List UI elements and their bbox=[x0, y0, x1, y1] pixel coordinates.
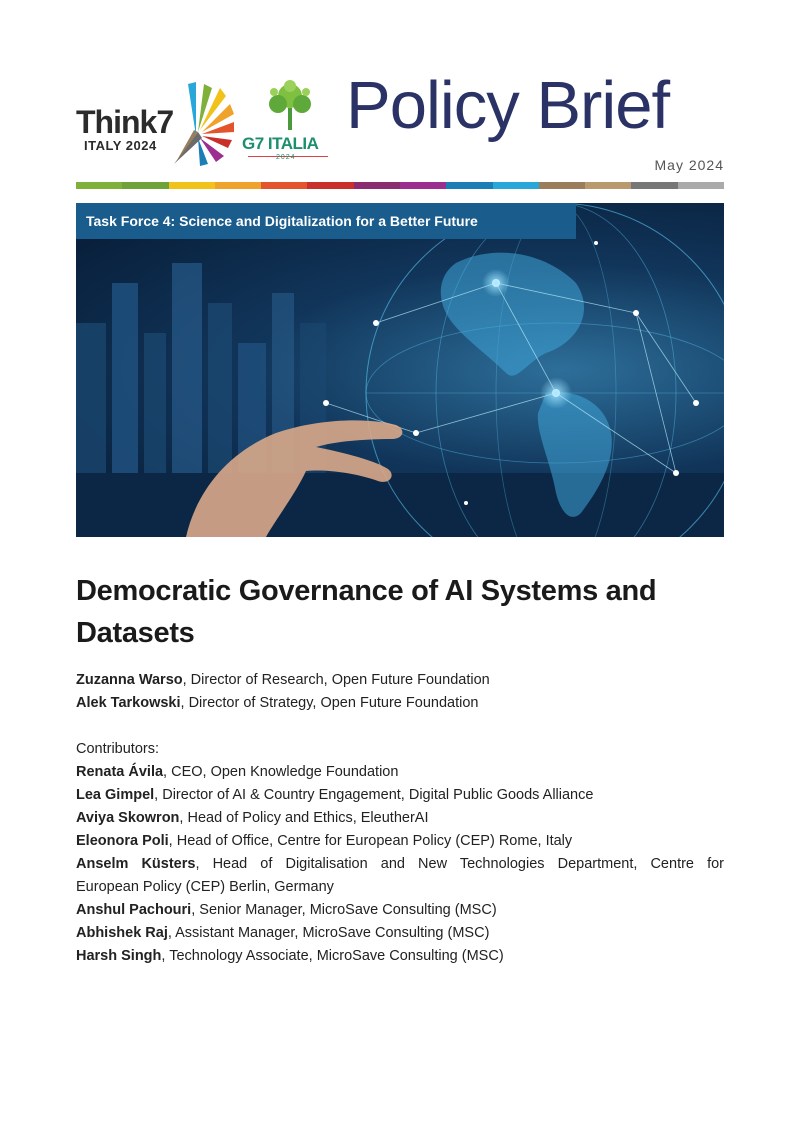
contributor-name: Harsh Singh bbox=[76, 948, 162, 964]
stripe-segment bbox=[261, 182, 307, 189]
tree-icon bbox=[262, 78, 318, 134]
contributor-role: , Technology Associate, MicroSave Consulting (MSC) bbox=[161, 948, 504, 964]
contributor-name: Eleonora Poli bbox=[76, 833, 169, 849]
g7-wordmark: G7 ITALIA bbox=[242, 134, 319, 153]
contributor-line bbox=[76, 922, 724, 945]
stripe-segment bbox=[539, 182, 585, 189]
g7-year: 2024 bbox=[276, 154, 296, 161]
stripe-segment bbox=[678, 182, 724, 189]
author-line bbox=[76, 692, 724, 715]
think7-burst-icon bbox=[164, 78, 236, 166]
stripe-segment bbox=[76, 182, 122, 189]
hero-image bbox=[76, 203, 724, 537]
contributor-line bbox=[76, 761, 724, 784]
stripe-segment bbox=[307, 182, 353, 189]
contributor-role: , Head of Digitalisation and New Technologies Department, Centre for bbox=[195, 856, 724, 872]
contributors-label: Contributors: bbox=[76, 741, 160, 757]
contributor-name: Aviya Skowron bbox=[76, 810, 180, 826]
document-title: Democratic Governance of AI Systems and Datasets bbox=[76, 575, 657, 649]
stripe-segment bbox=[215, 182, 261, 189]
author-name: Zuzanna Warso bbox=[76, 672, 183, 688]
stripe-segment bbox=[585, 182, 631, 189]
author-line bbox=[76, 669, 724, 692]
contributor-role: , Director of AI & Country Engagement, Digital Public Goods Alliance bbox=[154, 787, 594, 803]
stripe-segment bbox=[122, 182, 168, 189]
globe-network-illustration bbox=[76, 203, 724, 537]
contributor-line bbox=[76, 899, 724, 922]
g7-italia-logo bbox=[240, 78, 340, 168]
contributor-name: Anselm Küsters bbox=[76, 856, 196, 872]
contributor-name: Anshul Pachouri bbox=[76, 902, 192, 918]
contributor-role: , Senior Manager, MicroSave Consulting (MSC) bbox=[191, 902, 497, 918]
contributor-line bbox=[76, 830, 724, 853]
color-stripe bbox=[76, 182, 724, 189]
contributor-role: , Assistant Manager, MicroSave Consulting (MSC) bbox=[167, 925, 490, 941]
contributor-line bbox=[76, 945, 724, 968]
stripe-segment bbox=[631, 182, 677, 189]
contributor-role: , Head of Policy and Ethics, EleutherAI bbox=[179, 810, 429, 826]
contributor-name: Renata Ávila bbox=[76, 764, 164, 780]
contributor-name: Abhishek Raj bbox=[76, 925, 168, 941]
stripe-segment bbox=[354, 182, 400, 189]
contributor-line bbox=[76, 853, 724, 876]
think7-subtitle: ITALY 2024 bbox=[84, 138, 157, 153]
author-role: , Director of Strategy, Open Future Foundation bbox=[180, 695, 479, 711]
think7-logo bbox=[76, 78, 236, 168]
author-role: , Director of Research, Open Future Foundation bbox=[182, 672, 490, 688]
contributor-role: , Head of Office, Centre for European Policy (CEP) Rome, Italy bbox=[168, 833, 573, 849]
stripe-segment bbox=[446, 182, 492, 189]
contributor-role: , CEO, Open Knowledge Foundation bbox=[163, 764, 399, 780]
task-force-banner: Task Force 4: Science and Digitalization for a Better Future bbox=[76, 203, 576, 239]
stripe-segment bbox=[493, 182, 539, 189]
contributor-line bbox=[76, 784, 724, 807]
stripe-segment bbox=[400, 182, 446, 189]
contributor-line-continued: European Policy (CEP) Berlin, Germany bbox=[76, 879, 334, 895]
contributor-name: Lea Gimpel bbox=[76, 787, 155, 803]
publication-date: May 2024 bbox=[654, 157, 724, 173]
contributor-line bbox=[76, 807, 724, 830]
author-name: Alek Tarkowski bbox=[76, 695, 181, 711]
think7-wordmark: Think7 bbox=[76, 104, 174, 140]
stripe-segment bbox=[169, 182, 215, 189]
policy-brief-heading: Policy Brief bbox=[346, 68, 670, 143]
